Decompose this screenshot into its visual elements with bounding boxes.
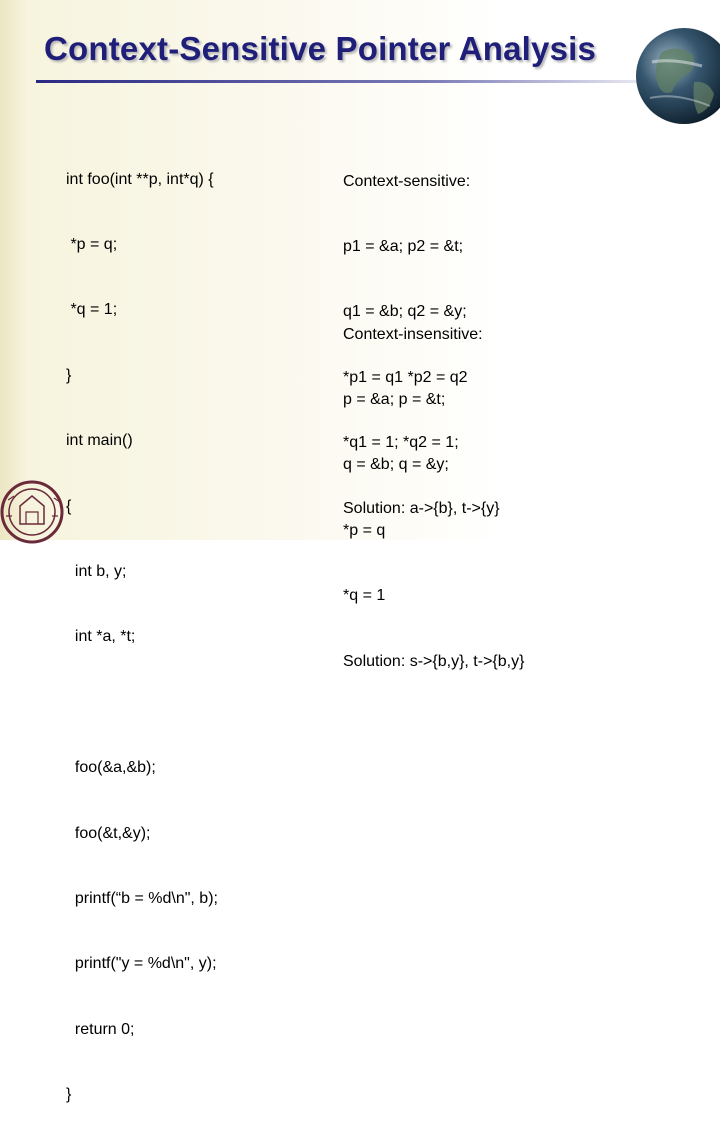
cs-line: *q1 = 1; *q2 = 1; [343, 434, 459, 452]
cs-line: Solution: a->{b}, t->{y} [343, 499, 500, 517]
code-line: int main() [66, 432, 133, 450]
code-line: printf(“b = %d\n", b); [66, 889, 218, 907]
ci-line: p = &a; p = &t; [343, 390, 446, 408]
cs-line: Context-sensitive: [343, 172, 471, 190]
code-line: printf("y = %d\n", y); [66, 955, 217, 973]
code-line: *q = 1; [66, 301, 118, 319]
cs-line: *p1 = q1 *p2 = q2 [343, 368, 468, 386]
code-line: return 0; [66, 1020, 135, 1038]
ci-line: Context-insensitive: [343, 325, 483, 343]
code-line: int *a, *t; [66, 628, 136, 646]
code-line: int b, y; [66, 562, 127, 580]
code-listing [66, 125, 218, 1128]
context-insensitive-block [343, 280, 524, 694]
university-seal-icon [0, 476, 66, 540]
cs-line: q1 = &b; q2 = &y; [343, 303, 467, 321]
code-line: int foo(int **p, int*q) { [66, 170, 214, 188]
code-line: } [66, 366, 72, 384]
code-line: foo(&a,&b); [66, 759, 156, 777]
left-decorative-band [0, 0, 28, 540]
code-line: *p = q; [66, 235, 118, 253]
code-line: foo(&t,&y); [66, 824, 151, 842]
code-line-blank [66, 692, 218, 714]
ci-line: q = &b; q = &y; [343, 456, 449, 474]
title-underline [36, 80, 686, 83]
code-line: { [66, 497, 72, 515]
cs-line: p1 = &a; p2 = &t; [343, 237, 464, 255]
ci-line: *q = 1 [343, 587, 386, 605]
ci-line: *p = q [343, 521, 386, 539]
code-line: } [66, 1086, 72, 1104]
ci-line: Solution: s->{b,y}, t->{b,y} [343, 652, 525, 670]
earth-globe-icon [632, 22, 718, 130]
slide-title: Context-Sensitive Pointer Analysis [44, 30, 597, 67]
